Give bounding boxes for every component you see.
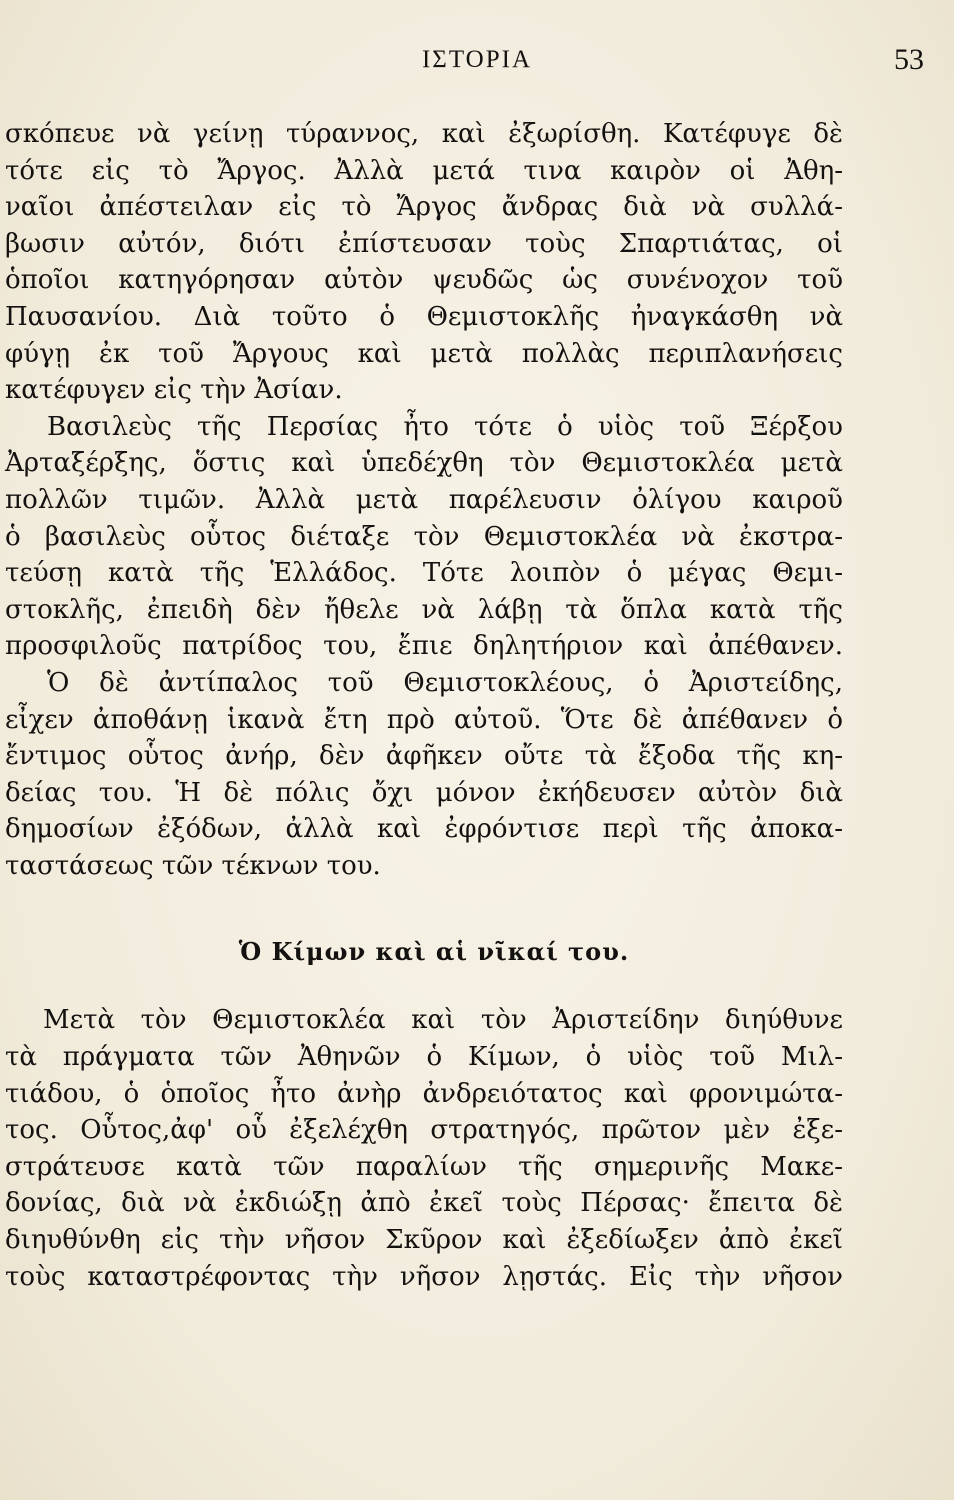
text-line: βωσιν αὐτόν, διότι ἐπίστευσαν τοὺς Σπαρτιάτας, οἱ xyxy=(5,228,843,259)
text-line: προσφιλοῦς πατρίδος του, ἔπιε δηλητήριον καὶ ἀπέθανεν. xyxy=(5,631,843,662)
text-line: Παυσανίου. Διὰ τοῦτο ὁ Θεμιστοκλῆς ἠναγκάσθη νὰ xyxy=(5,301,843,332)
text-line: ὁ βασιλεὺς οὗτος διέταξε τὸν Θεμιστοκλέα νὰ ἐκστρα- xyxy=(5,521,843,552)
body-text xyxy=(5,116,843,1295)
text-line: Ἀρταξέρξης, ὅστις καὶ ὑπεδέχθη τὸν Θεμιστοκλέα μετὰ xyxy=(5,448,843,479)
running-title: ΙΣΤΟΡΙΑ xyxy=(421,46,533,73)
paragraph-2 xyxy=(5,409,843,665)
running-head xyxy=(30,40,924,80)
text-line: εἶχεν ἀποθάνῃ ἱκανὰ ἔτη πρὸ αὐτοῦ. Ὅτε δὲ ἀπέθανεν ὁ xyxy=(5,704,843,735)
text-line: δονίας, διὰ νὰ ἐκδιώξῃ ἀπὸ ἐκεῖ τοὺς Πέρσας· ἔπειτα δὲ xyxy=(5,1188,843,1219)
text-line: δημοσίων ἐξόδων, ἀλλὰ καὶ ἐφρόντισε περὶ τῆς ἀποκα- xyxy=(5,814,843,845)
text-line: στοκλῆς, ἐπειδὴ δὲν ἤθελε νὰ λάβῃ τὰ ὅπλα κατὰ τῆς xyxy=(5,594,843,625)
text-line: τὰ πράγματα τῶν Ἀθηνῶν ὁ Κίμων, ὁ υἱὸς τοῦ Μιλ- xyxy=(5,1042,843,1073)
text-line: φύγῃ ἐκ τοῦ Ἄργους καὶ μετὰ πολλὰς περιπλανήσεις xyxy=(5,338,843,369)
paragraph-4 xyxy=(5,1002,843,1295)
section-heading: Ὁ Κίμων καὶ αἱ νῖκαί του. xyxy=(238,937,630,967)
text-line: πολλῶν τιμῶν. Ἀλλὰ μετὰ παρέλευσιν ὀλίγου καιροῦ xyxy=(5,484,843,515)
text-line: τος. Οὗτος,ἀφ' οὗ ἐξελέχθη στρατηγός, πρῶτον μὲν ἐξε- xyxy=(5,1115,843,1146)
text-line: τότε εἰς τὸ Ἄργος. Ἀλλὰ μετά τινα καιρὸν οἱ Ἀθη- xyxy=(5,155,843,186)
text-line: Ὁ δὲ ἀντίπαλος τοῦ Θεμιστοκλέους, ὁ Ἀριστείδης, xyxy=(47,667,843,698)
text-line: τεύσῃ κατὰ τῆς Ἑλλάδος. Τότε λοιπὸν ὁ μέγας Θεμι- xyxy=(5,558,843,589)
text-line: κατέφυγεν εἰς τὴν Ἀσίαν. xyxy=(5,375,343,406)
page-number: 53 xyxy=(894,43,924,76)
text-line: διηυθύνθη εἰς τὴν νῆσον Σκῦρον καὶ ἐξεδίωξεν ἀπὸ ἐκεῖ xyxy=(5,1225,843,1256)
text-line: ὁποῖοι κατηγόρησαν αὐτὸν ψευδῶς ὡς συνένοχον τοῦ xyxy=(5,265,843,296)
text-line: Μετὰ τὸν Θεμιστοκλέα καὶ τὸν Ἀριστείδην διηύθυνε xyxy=(43,1005,843,1036)
text-line: σκόπευε νὰ γείνῃ τύραννος, καὶ ἐξωρίσθη. Κατέφυγε δὲ xyxy=(5,119,843,149)
text-line: τοὺς καταστρέφοντας τὴν νῆσον λῃστάς. Εἰς τὴν νῆσον xyxy=(5,1261,843,1292)
text-line: δείας του. Ἡ δὲ πόλις ὄχι μόνον ἐκήδευσεν αὐτὸν διὰ xyxy=(5,777,843,808)
text-line: ἔντιμος οὗτος ἀνήρ, δὲν ἀφῆκεν οὔτε τὰ ἔξοδα τῆς κη- xyxy=(5,741,843,772)
text-line: ναῖοι ἀπέστειλαν εἰς τὸ Ἄργος ἄνδρας διὰ νὰ συλλά- xyxy=(5,192,843,223)
text-line: στράτευσε κατὰ τῶν παραλίων τῆς σημερινῆς Μακε- xyxy=(5,1151,843,1182)
paragraph-1 xyxy=(5,116,843,409)
text-line: Βασιλεὺς τῆς Περσίας ἦτο τότε ὁ υἱὸς τοῦ Ξέρξου xyxy=(47,411,843,442)
paragraph-3 xyxy=(5,665,843,885)
text-line: τιάδου, ὁ ὁποῖος ἦτο ἀνὴρ ἀνδρειότατος καὶ φρονιμώτα- xyxy=(5,1078,843,1109)
text-line: ταστάσεως τῶν τέκνων του. xyxy=(5,850,381,881)
